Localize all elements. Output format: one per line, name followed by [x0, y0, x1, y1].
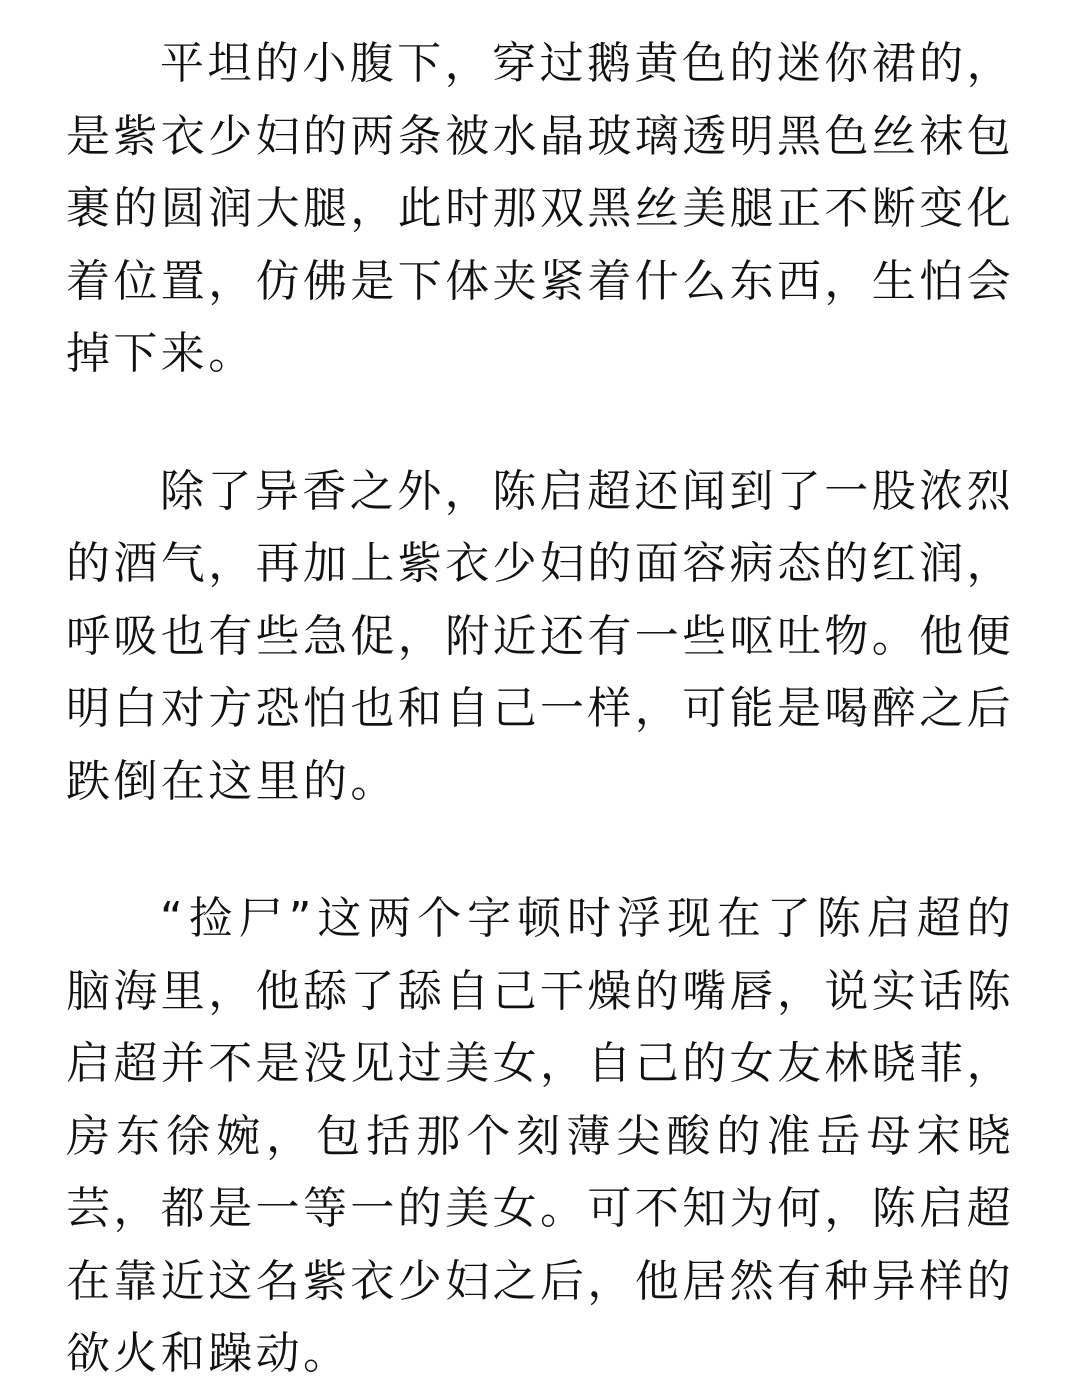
paragraph-1: 平坦的小腹下，穿过鹅黄色的迷你裙的，是紫衣少妇的两条被水晶玻璃透明黑色丝袜包裹的圆润大腿，此时那双黑丝美腿正不断变化着位置，仿佛是下体夹紧着什么东西，生怕会掉下来。 — [66, 38, 1014, 379]
paragraph-3: “捡尸”这两个字顿时浮现在了陈启超的脑海里，他舔了舔自己干燥的嘴唇，说实话陈启超并不是没见过美女，自己的女友林晓菲，房东徐婉，包括那个刻薄尖酸的准岳母宋晓芸，都是一等一的美女。可不知为何，陈启超在靠近这名紫衣少妇之后，他居然有种异样的欲火和躁动。 — [66, 893, 1014, 1379]
paragraph-2: 除了异香之外，陈启超还闻到了一股浓烈的酒气，再加上紫衣少妇的面容病态的红润，呼吸也有些急促，附近还有一些呕吐物。他便明白对方恐怕也和自己一样，可能是喝醉之后跌倒在这里的。 — [66, 465, 1014, 807]
